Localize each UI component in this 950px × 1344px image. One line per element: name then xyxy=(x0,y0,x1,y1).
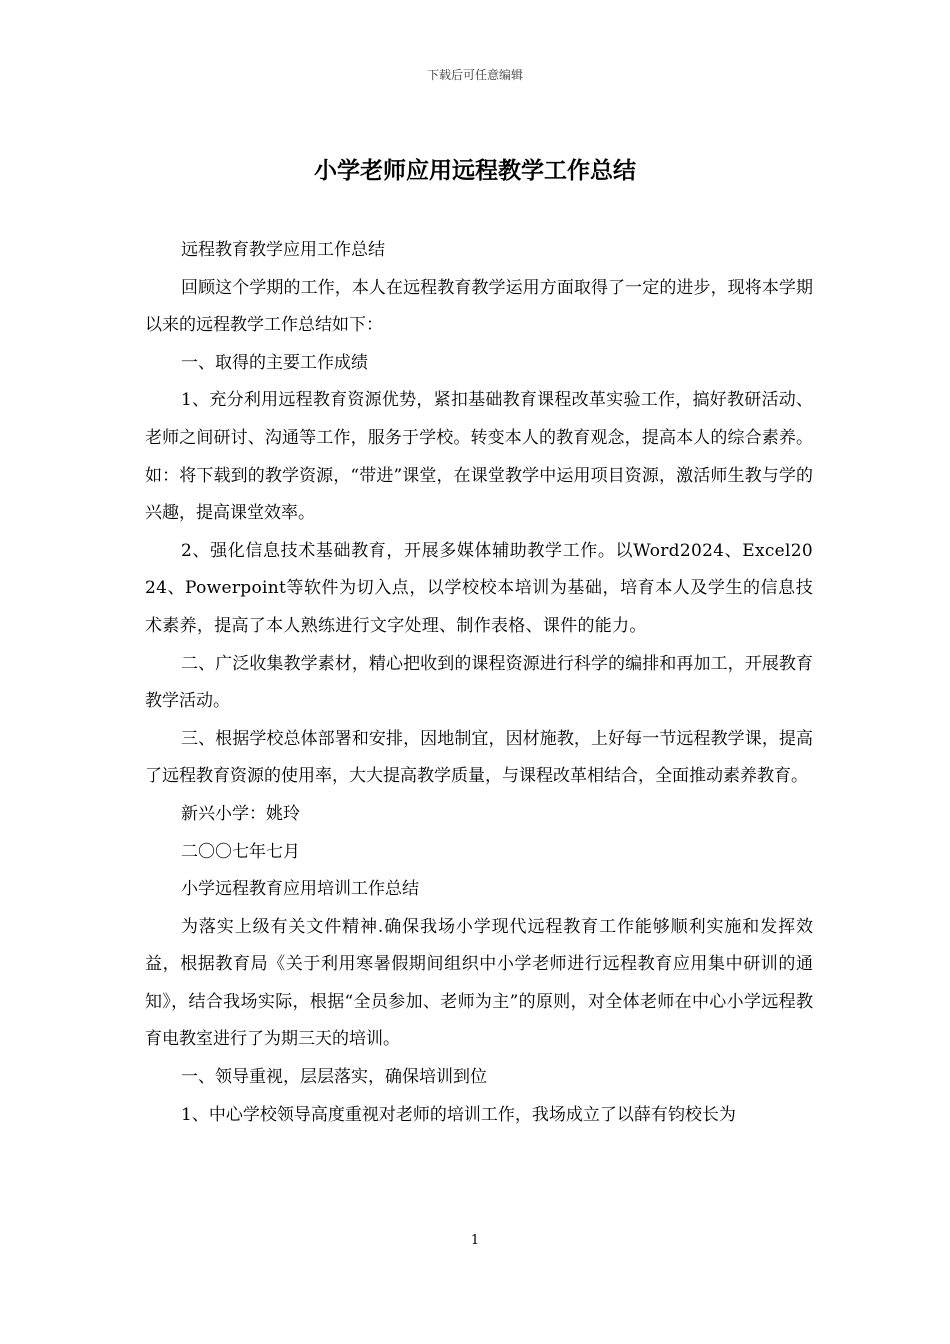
paragraph: 三、根据学校总体部署和安排，因地制宜，因材施教，上好每一节远程教学课，提高了远程教育资源的使用率，大大提高教学质量，与课程改革相结合，全面推动素养教育。 xyxy=(145,728,813,787)
page-number: 1 xyxy=(470,1233,480,1248)
paragraph: 为落实上级有关文件精神.确保我场小学现代远程教育工作能够顺利实施和发挥效益，根据教育局《关于利用寒暑假期间组织中小学老师进行远程教育应用集中研训的通知》，结合我场实际，根据“全员参加、老师为主”的原则，对全体老师在中心小学远程教育电教室进行了为期三天的培训。 xyxy=(145,916,813,1050)
paragraph: 二、广泛收集教学素材，精心把收到的课程资源进行科学的编排和再加工，开展教育教学活动。 xyxy=(145,653,813,712)
paragraph: 1、充分利用远程教育资源优势，紧扣基础教育课程改革实验工作，搞好教研活动、老师之间研讨、沟通等工作，服务于学校。转变本人的教育观念，提高本人的综合素养。如：将下载到的教学资源，“带进”课堂，在课堂教学中运用项目资源，激活师生教与学的兴趣，提高课堂效率。 xyxy=(145,390,813,524)
paragraph: 1、中心学校领导高度重视对老师的培训工作，我场成立了以薛有钧校长为 xyxy=(181,1104,736,1125)
document-title: 小学老师应用远程教学工作总结 xyxy=(314,157,636,184)
paragraph: 一、取得的主要工作成绩 xyxy=(181,352,368,373)
document-body xyxy=(145,232,813,1134)
paragraph: 新兴小学：姚玲 xyxy=(181,803,300,824)
paragraph: 一、领导重视，层层落实，确保培训到位 xyxy=(181,1067,487,1088)
paragraph: 二〇〇七年七月 xyxy=(181,841,300,862)
paragraph: 小学远程教育应用培训工作总结 xyxy=(181,879,419,900)
paragraph: 2、强化信息技术基础教育，开展多媒体辅助教学工作。以Word2024、Excel2024、Powerpoint等软件为切入点，以学校校本培训为基础，培育本人及学生的信息技术素养，提高了本人熟练进行文字处理、制作表格、课件的能力。 xyxy=(145,540,813,636)
paragraph: 回顾这个学期的工作，本人在远程教育教学运用方面取得了一定的进步，现将本学期以来的远程教学工作总结如下： xyxy=(145,277,813,336)
header-note: 下载后可任意编辑 xyxy=(426,68,523,82)
paragraph: 远程教育教学应用工作总结 xyxy=(181,240,385,260)
